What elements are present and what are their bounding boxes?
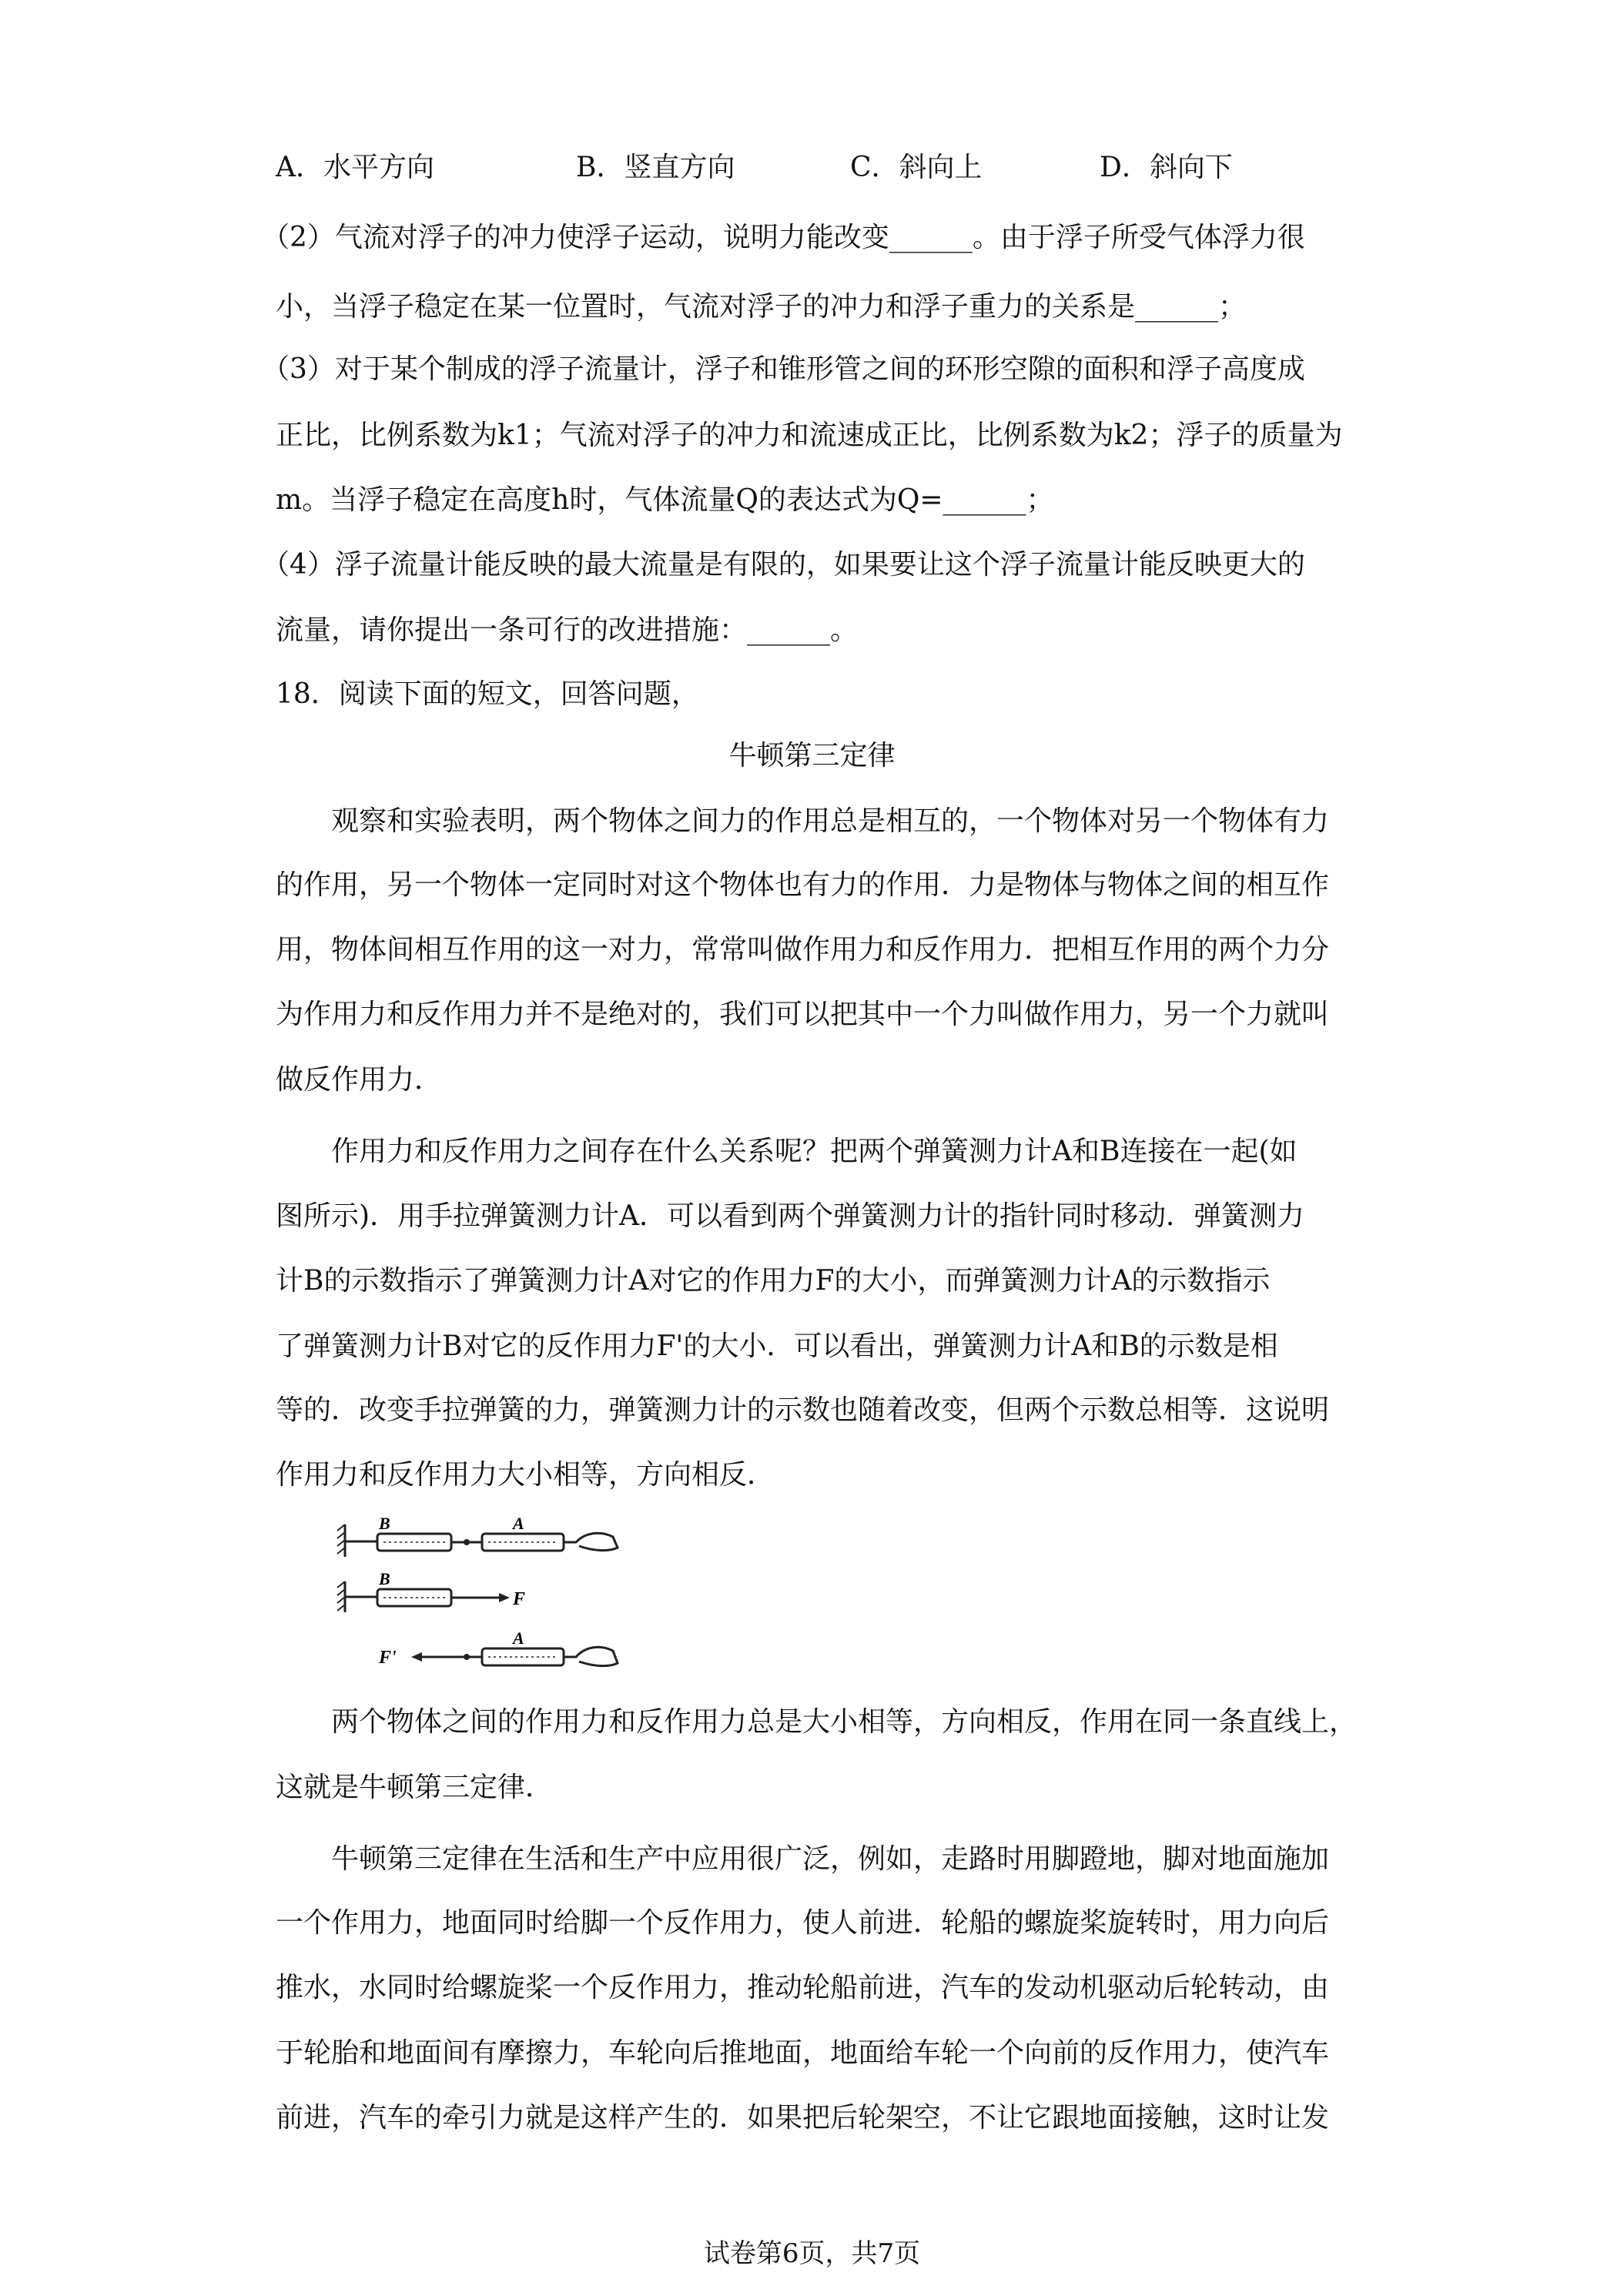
- paragraph-line: 做反作用力．: [276, 1064, 443, 1096]
- spring-scale-figure: [331, 1517, 639, 1686]
- page-footer: 试卷第6页，共7页: [703, 2238, 921, 2269]
- paragraph-line: 两个物体之间的作用力和反作用力总是大小相等，方向相反，作用在同一条直线上，: [331, 1706, 1358, 1738]
- option-c: C．斜向上: [850, 152, 983, 183]
- question-line: m。当浮子稳定在高度h时，气体流量Q的表达式为Q=______；: [276, 484, 1054, 516]
- paragraph-line: 计B的示数指示了弹簧测力计A对它的作用力F的大小，而弹簧测力计A的示数指示: [276, 1265, 1271, 1297]
- question-line: （3）对于某个制成的浮子流量计，浮子和锥形管之间的环形空隙的面积和浮子高度成: [262, 353, 1305, 385]
- paragraph-line: 用，物体间相互作用的这一对力，常常叫做作用力和反作用力．把相互作用的两个力分: [276, 934, 1330, 966]
- paragraph-line: 等的．改变手拉弹簧的力，弹簧测力计的示数也随着改变，但两个示数总相等．这说明: [276, 1394, 1330, 1426]
- question-line: （4）浮子流量计能反映的最大流量是有限的，如果要让这个浮子流量计能反映更大的: [262, 549, 1305, 581]
- paragraph-line: 图所示)．用手拉弹簧测力计A．可以看到两个弹簧测力计的指针同时移动．弹簧测力: [276, 1200, 1305, 1232]
- label-b-row2: B: [379, 1569, 390, 1588]
- question-line: 流量，请你提出一条可行的改进措施：______。: [276, 614, 859, 646]
- article-title: 牛顿第三定律: [728, 740, 896, 771]
- hand-icon: [564, 1533, 618, 1550]
- paragraph-line: 这就是牛顿第三定律．: [276, 1772, 554, 1803]
- option-a: A．水平方向: [276, 152, 435, 183]
- label-f-prime: F': [379, 1648, 397, 1668]
- question-line: （2）气流对浮子的冲力使浮子运动，说明力能改变______。由于浮子所受气体浮力很: [262, 222, 1305, 253]
- paragraph-line: 一个作用力，地面同时给脚一个反作用力，使人前进．轮船的螺旋桨旋转时，用力向后: [276, 1907, 1330, 1939]
- paragraph-line: 推水，水同时给螺旋桨一个反作用力，推动轮船前进，汽车的发动机驱动后轮转动，由: [276, 1972, 1330, 2003]
- paragraph-line: 作用力和反作用力之间存在什么关系呢？把两个弹簧测力计A和B连接在一起(如: [331, 1136, 1298, 1167]
- spring-scale-b-force: [377, 1589, 451, 1606]
- spring-scale-b: [377, 1534, 451, 1551]
- question-number-18: 18．阅读下面的短文，回答问题，: [276, 678, 699, 710]
- paragraph-line: 了弹簧测力计B对它的反作用力F'的大小．可以看出，弹簧测力计A和B的示数是相: [276, 1330, 1278, 1362]
- paragraph-line: 于轮胎和地面间有摩擦力，车轮向后推地面，地面给车轮一个向前的反作用力，使汽车: [276, 2037, 1330, 2069]
- option-d: D．斜向下: [1100, 152, 1233, 183]
- label-a-row3: A: [513, 1628, 524, 1648]
- paragraph-line: 观察和实验表明，两个物体之间力的作用总是相互的，一个物体对另一个物体有力: [331, 805, 1330, 837]
- question-line: 小，当浮子稳定在某一位置时，气流对浮子的冲力和浮子重力的关系是______；: [276, 291, 1247, 323]
- paragraph-line: 牛顿第三定律在生活和生产中应用很广泛，例如，走路时用脚蹬地，脚对地面施加: [331, 1843, 1330, 1875]
- paragraph-line: 前进，汽车的牵引力就是这样产生的．如果把后轮架空，不让它跟地面接触，这时让发: [276, 2102, 1330, 2134]
- hand-icon: [564, 1647, 618, 1665]
- label-b: B: [379, 1517, 390, 1533]
- question-line: 正比，比例系数为k1；气流对浮子的冲力和流速成正比，比例系数为k2；浮子的质量为: [276, 420, 1343, 451]
- label-f: F: [513, 1589, 526, 1609]
- paragraph-line: 为作用力和反作用力并不是绝对的，我们可以把其中一个力叫做作用力，另一个力就叫: [276, 999, 1330, 1030]
- paragraph-line: 的作用，另一个物体一定同时对这个物体也有力的作用．力是物体与物体之间的相互作: [276, 869, 1330, 901]
- paragraph-line: 作用力和反作用力大小相等，方向相反．: [276, 1459, 775, 1491]
- option-b: B．竖直方向: [576, 152, 735, 183]
- label-a: A: [513, 1517, 524, 1533]
